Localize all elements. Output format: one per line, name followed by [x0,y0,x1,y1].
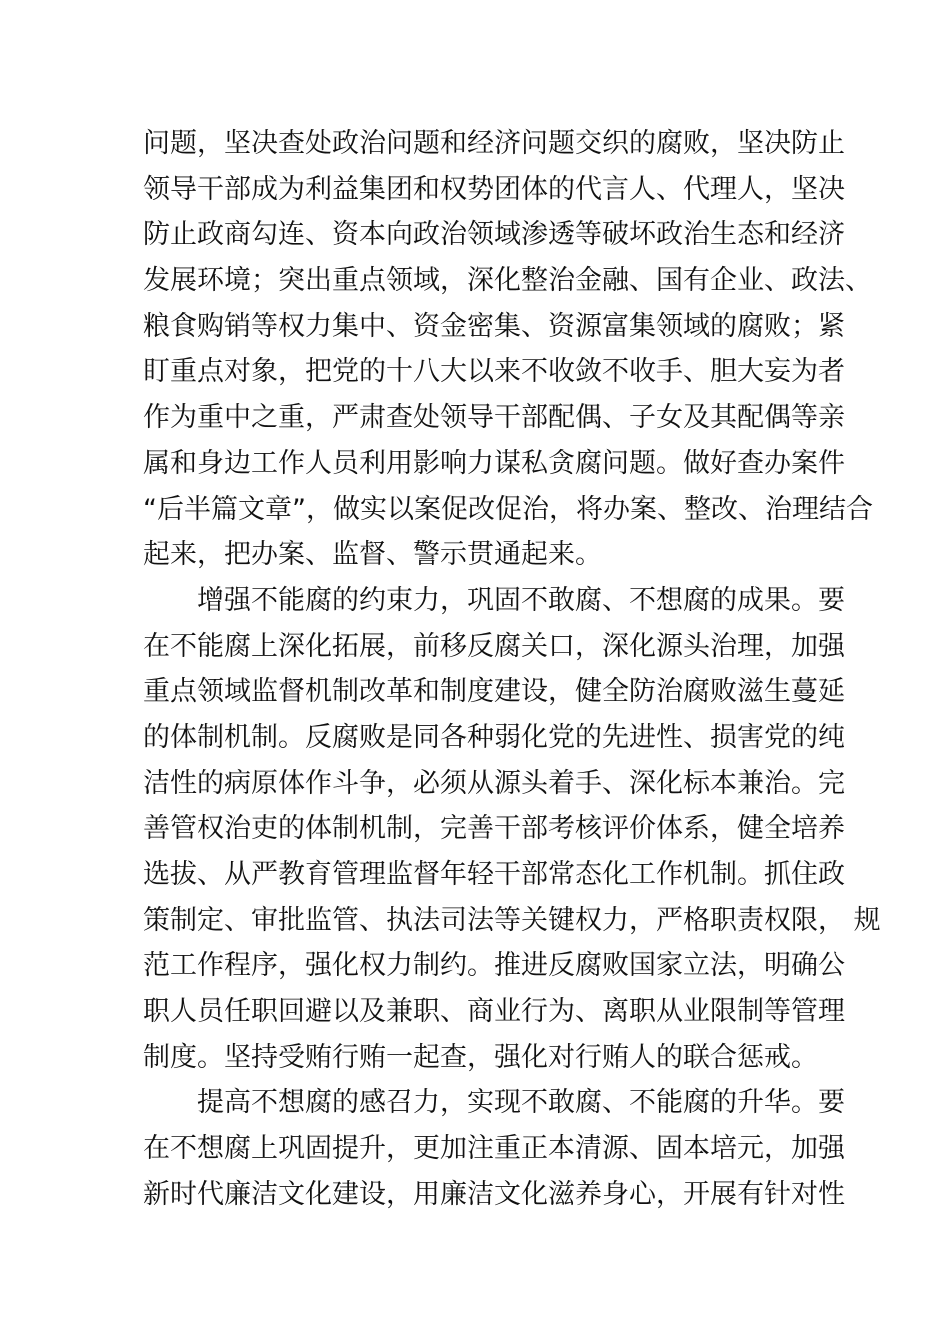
text-line: 领导干部成为利益集团和权势团体的代言人、代理人，坚决 [143,173,845,205]
text-line: 属和身边工作人员利用影响力谋私贪腐问题。做好查办案件 [143,447,845,479]
text-line: 发展环境；突出重点领域，深化整治金融、国有企业、政法、 [143,265,872,297]
text-line: 职人员任职回避以及兼职、商业行为、离职从业限制等管理 [143,996,845,1028]
text-line: 制度。坚持受贿行贿一起查，强化对行贿人的联合惩戒。 [143,1041,818,1073]
text-line: 重点领域监督机制改革和制度建设，健全防治腐败滋生蔓延 [143,676,845,708]
paragraph-first-line: 增强不能腐的约束力，巩固不敢腐、不想腐的成果。要 [197,584,845,616]
text-line: 范工作程序，强化权力制约。推进反腐败国家立法，明确公 [143,950,845,982]
text-line: 盯重点对象，把党的十八大以来不收敛不收手、胆大妄为者 [143,356,845,388]
text-line: 问题，坚决查处政治问题和经济问题交织的腐败，坚决防止 [143,128,845,159]
text-line: 选拔、从严教育管理监督年轻干部常态化工作机制。抓住政 [143,859,845,890]
document-body [143,121,881,1218]
text-line: 在不能腐上深化拓展，前移反腐关口，深化源头治理，加强 [143,630,845,662]
text-line: “后半篇文章”，做实以案促改促治，将办案、整改、治理结合 [143,493,873,525]
text-line: 新时代廉洁文化建设，用廉洁文化滋养身心，开展有针对性 [143,1178,845,1210]
text-line: 善管权治吏的体制机制，完善干部考核评价体系，健全培养 [143,813,845,845]
paragraph-first-line: 提高不想腐的感召力，实现不敢腐、不能腐的升华。要 [197,1087,845,1119]
text-line: 粮食购销等权力集中、资金密集、资源富集领域的腐败；紧 [143,310,845,342]
text-line: 起来，把办案、监督、警示贯通起来。 [143,539,602,571]
text-line: 策制定、审批监管、执法司法等关键权力，严格职责权限， 规 [143,904,881,936]
text-line: 防止政商勾连、资本向政治领域渗透等破坏政治生态和经济 [143,219,845,251]
text-line: 的体制机制。反腐败是同各种弱化党的先进性、损害党的纯 [143,721,845,753]
text-line: 在不想腐上巩固提升，更加注重正本清源、固本培元，加强 [143,1133,845,1165]
text-line: 作为重中之重，严肃查处领导干部配偶、子女及其配偶等亲 [143,402,845,434]
text-line: 洁性的病原体作斗争，必须从源头着手、深化标本兼治。完 [143,767,845,799]
